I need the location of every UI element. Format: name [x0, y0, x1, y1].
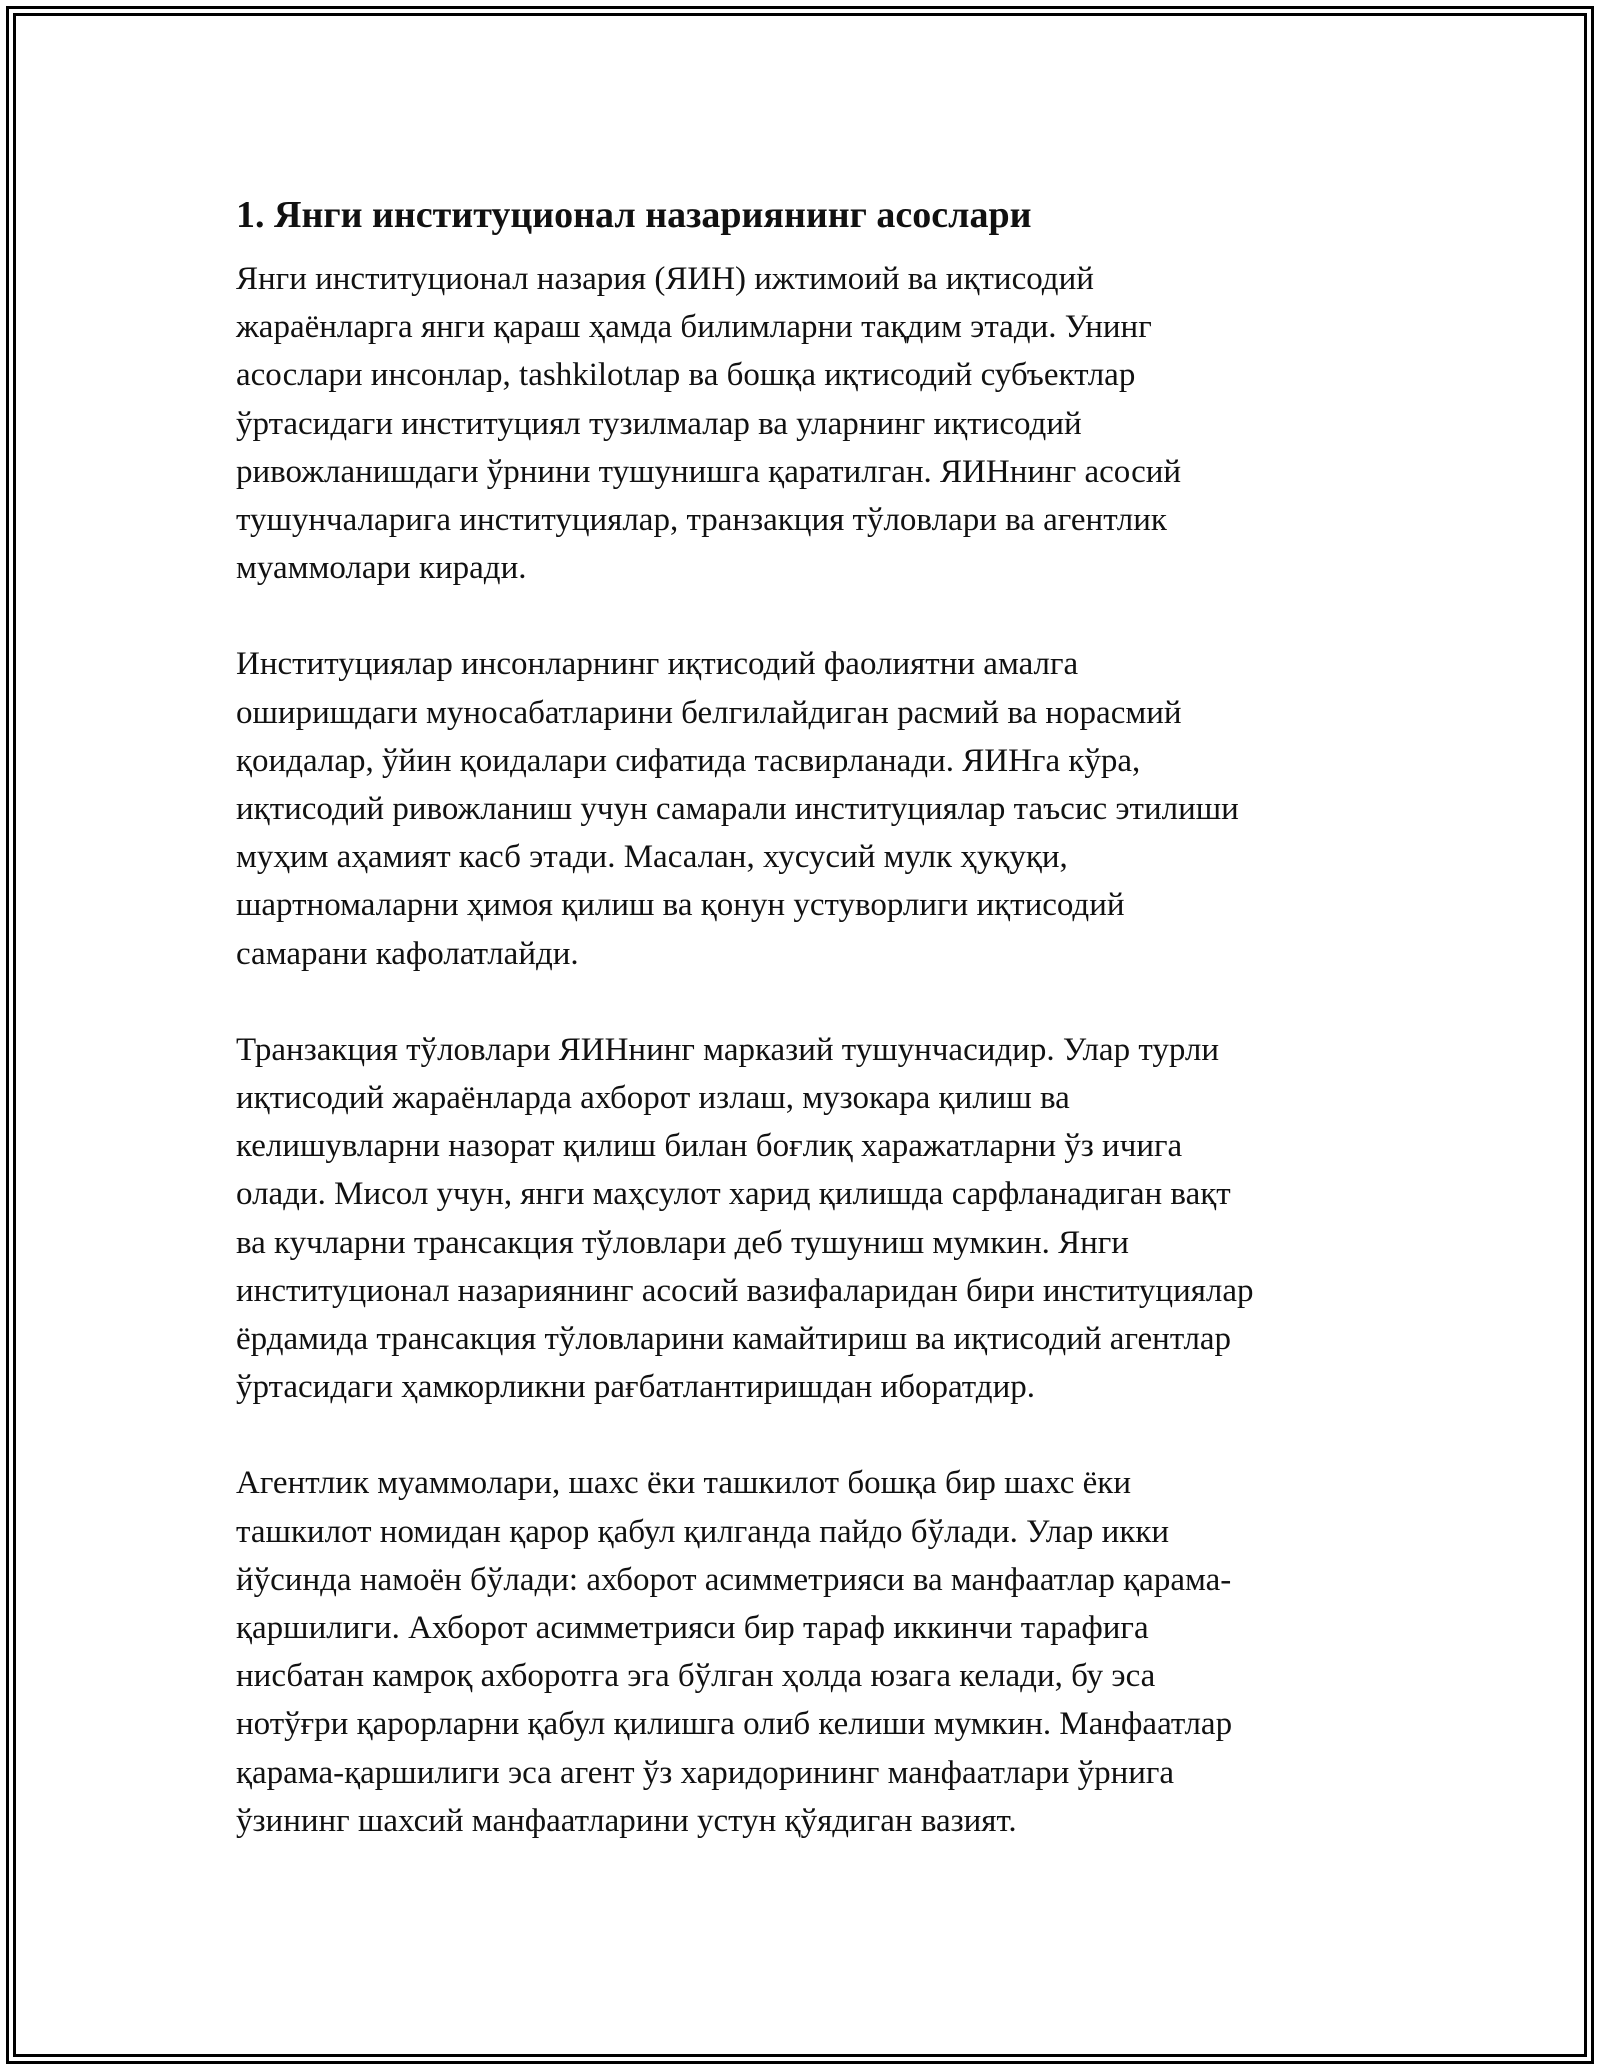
- paragraph-4: Агентлик муаммолари, шахс ёки ташкилот бошқа бир шахс ёки ташкилот номидан қарор қабул қилганда пайдо бўлади. Улар икки йўсинда намоён бўлади: ахборот асимметрияси ва манфаатлар қарама- қаршилиги. Ахборот асимметрияси бир тараф иккинчи тарафига нисбатан камроқ ахборотга эга бўлган ҳолда юзага келади, бу эса нотўғри қарорларни қабул қилишга олиб келиши мумкин. Манфаатлар қарама-қаршилиги эса агент ўз харидорининг манфаатлари ўрнига ўзининг шахсий манфаатларини устун қўядиган вазият.: [236, 1465, 1233, 1839]
- paragraph-3: Транзакция тўловлари ЯИНнинг марказий тушунчасидир. Улар турли иқтисодий жараёнларда ахборот излаш, музокара қилиш ва келишувларни назорат қилиш билан боғлиқ харажатларни ўз ичига олади. Мисол учун, янги маҳсулот харид қилишда сарфланадиган вақт ва кучларни трансакция тўловлари деб тушуниш мумкин. Янги институционал назариянинг асосий вазифаларидан бири институциялар ёрдамида трансакция тўловларини камайтириш ва иқтисодий агентлар ўртасидаги ҳамкорликни рағбатлантиришдан иборатдир.: [236, 1031, 1254, 1406]
- section-heading: 1. Янги институционал назариянинг асослари: [236, 194, 1032, 236]
- paragraph-2: Институциялар инсонларнинг иқтисодий фаолиятни амалга оширишдаги муносабатларини белгилайдиган расмий ва норасмий қоидалар, ўйин қоидалари сифатида тасвирланади. ЯИНга кўра, иқтисодий ривожланиш учун самарали институциялар таъсис этилиши муҳим аҳамият касб этади. Масалан, хусусий мулк ҳуқуқи, шартномаларни ҳимоя қилиш ва қонун устуворлиги иқтисодий самарани кафолатлайди.: [236, 646, 1239, 972]
- document-body: [236, 185, 1376, 1893]
- paragraph-1: Янги институционал назария (ЯИН) ижтимоий ва иқтисодий жараёнларга янги қараш ҳамда билимларни тақдим этади. Унинг асослари инсонлар, tashkilotлар ва бошқа иқтисодий субъектлар ўртасидаги институциял тузилмалар ва уларнинг иқтисодий ривожланишдаги ўрнини тушунишга қаратилган. ЯИНнинг асосий тушунчаларига институциялар, транзакция тўловлари ва агентлик муаммолари киради.: [236, 261, 1182, 587]
